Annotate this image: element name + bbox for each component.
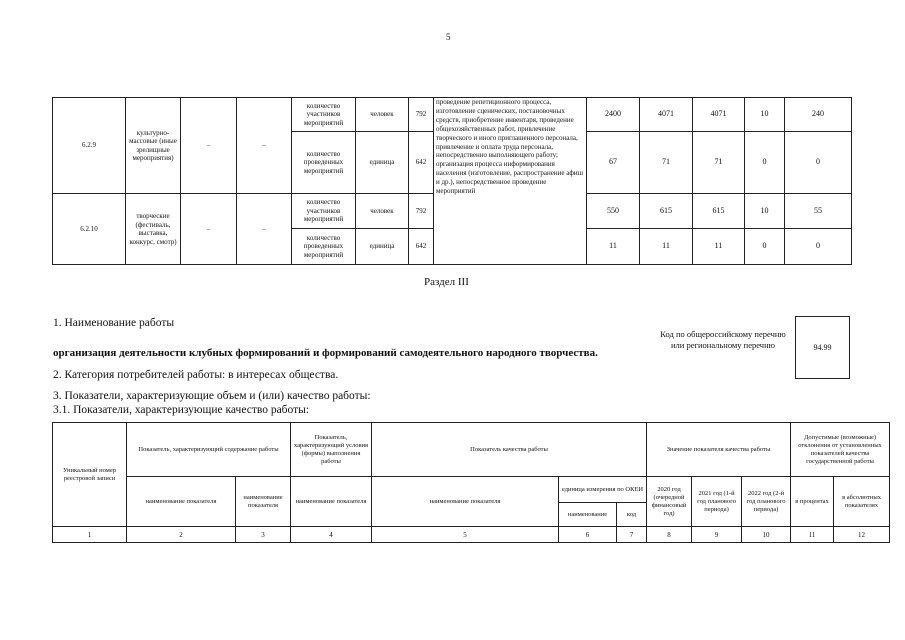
value-cell: 615 bbox=[693, 194, 745, 229]
okei-cell: 642 bbox=[409, 229, 434, 265]
column-number: 9 bbox=[692, 527, 742, 543]
code-value: 94.99 bbox=[813, 343, 832, 352]
header-indicator-name: наименование показателя bbox=[236, 477, 291, 527]
value-cell: 11 bbox=[693, 229, 745, 265]
unit-cell: единица bbox=[356, 229, 409, 265]
row-dash: – bbox=[181, 194, 237, 265]
indicator-cell: количество участников мероприятий bbox=[292, 98, 356, 132]
value-cell: 2400 bbox=[587, 98, 640, 132]
indicator-cell: количество проведенных мероприятий bbox=[292, 132, 356, 194]
header-conditions: Показатель, характеризующий условия (формы) выполнения работы bbox=[291, 423, 372, 477]
top-table bbox=[52, 97, 852, 265]
quality-indicators-line: 3.1. Показатели, характеризующие качество работы: bbox=[53, 404, 310, 416]
header-2021: 2021 год (1-й год планового периода) bbox=[692, 477, 742, 527]
column-number: 5 bbox=[372, 527, 559, 543]
value-cell: 0 bbox=[785, 132, 852, 194]
value-cell: 615 bbox=[640, 194, 693, 229]
header-content: Показатель, характеризующий содержание работы bbox=[127, 423, 291, 477]
value-cell: 11 bbox=[587, 229, 640, 265]
column-number: 1 bbox=[53, 527, 127, 543]
value-cell: 0 bbox=[785, 229, 852, 265]
header-okei: единица измерения по ОКЕИ bbox=[559, 477, 647, 503]
consumers-line: 2. Категория потребителей работы: в интересах общества. bbox=[53, 369, 339, 381]
column-number: 11 bbox=[791, 527, 834, 543]
column-number: 3 bbox=[236, 527, 291, 543]
value-cell: 4071 bbox=[693, 98, 745, 132]
table-row bbox=[53, 98, 852, 132]
okei-cell: 792 bbox=[409, 98, 434, 132]
column-number-row bbox=[53, 527, 890, 543]
code-box bbox=[795, 316, 850, 379]
row-code: 6.2.9 bbox=[53, 98, 126, 194]
header-percent: в процентах bbox=[791, 477, 834, 527]
work-content-cell: проведение репетиционного процесса, изготовление сценических, постановочных средств, приобретение инвентаря, проведение общехозяйственных работ, привлечение творческого и иного приглашенного персонала, привлечение и оплата труда персонала, непосредственно выполняющего работу; организация процесса информирования населения (изготовление, распространение афиш и др.), непосредственное проведение мероприятий bbox=[434, 98, 587, 265]
header-2020: 2020 год (очередной финансовый год) bbox=[647, 477, 692, 527]
row-dash: – bbox=[237, 194, 292, 265]
value-cell: 0 bbox=[745, 229, 785, 265]
row-name: творческие (фестиваль, выставка, конкурс, смотр) bbox=[126, 194, 181, 265]
indicator-cell: количество участников мероприятий bbox=[292, 194, 356, 229]
value-cell: 67 bbox=[587, 132, 640, 194]
header-indicator-name: наименование показателя bbox=[291, 477, 372, 527]
page-number: 5 bbox=[446, 32, 451, 42]
indicator-cell: количество проведенных мероприятий bbox=[292, 229, 356, 265]
okei-cell: 642 bbox=[409, 132, 434, 194]
header-okei-name: наименование bbox=[559, 503, 617, 527]
value-cell: 71 bbox=[693, 132, 745, 194]
unit-cell: человек bbox=[356, 98, 409, 132]
row-dash: – bbox=[237, 98, 292, 194]
header-indicator-name: наименование показателя bbox=[127, 477, 236, 527]
value-cell: 71 bbox=[640, 132, 693, 194]
indicators-line: 3. Показатели, характеризующие объем и (или) качество работы: bbox=[53, 390, 371, 402]
value-cell: 10 bbox=[745, 98, 785, 132]
column-number: 4 bbox=[291, 527, 372, 543]
column-number: 12 bbox=[834, 527, 890, 543]
header-deviation: Допустимые (возможные) отклонения от установленных показателей качества государственной работы bbox=[791, 423, 890, 477]
value-cell: 550 bbox=[587, 194, 640, 229]
column-number: 10 bbox=[742, 527, 791, 543]
row-code: 6.2.10 bbox=[53, 194, 126, 265]
unit-cell: человек bbox=[356, 194, 409, 229]
value-cell: 11 bbox=[640, 229, 693, 265]
section-title: Раздел III bbox=[424, 276, 469, 288]
quality-table bbox=[52, 422, 890, 543]
value-cell: 55 bbox=[785, 194, 852, 229]
value-cell: 10 bbox=[745, 194, 785, 229]
header-quality: Показатель качества работы bbox=[372, 423, 647, 477]
column-number: 7 bbox=[617, 527, 647, 543]
unit-cell: единица bbox=[356, 132, 409, 194]
column-number: 8 bbox=[647, 527, 692, 543]
value-cell: 240 bbox=[785, 98, 852, 132]
row-dash: – bbox=[181, 98, 237, 194]
header-registry: Уникальный номер реестровой записи bbox=[53, 423, 127, 527]
column-number: 6 bbox=[559, 527, 617, 543]
value-cell: 0 bbox=[745, 132, 785, 194]
code-label: Код по общероссийскому перечню или региональному перечню bbox=[660, 329, 786, 350]
header-2022: 2022 год (2-й год планового периода) bbox=[742, 477, 791, 527]
header-row bbox=[53, 477, 890, 503]
row-name: культурно-массовые (иные зрелищные мероприятия) bbox=[126, 98, 181, 194]
work-name-label: 1. Наименование работы bbox=[53, 317, 175, 329]
header-values: Значение показателя качества работы bbox=[647, 423, 791, 477]
header-row bbox=[53, 423, 890, 477]
value-cell: 4071 bbox=[640, 98, 693, 132]
header-indicator-name: наименование показателя bbox=[372, 477, 559, 527]
work-name-value: организация деятельности клубных формирований и формирований самодеятельного народного творчества. bbox=[53, 347, 598, 359]
header-absolute: в абсолютных показателях bbox=[834, 477, 890, 527]
column-number: 2 bbox=[127, 527, 236, 543]
okei-cell: 792 bbox=[409, 194, 434, 229]
header-okei-code: код bbox=[617, 503, 647, 527]
